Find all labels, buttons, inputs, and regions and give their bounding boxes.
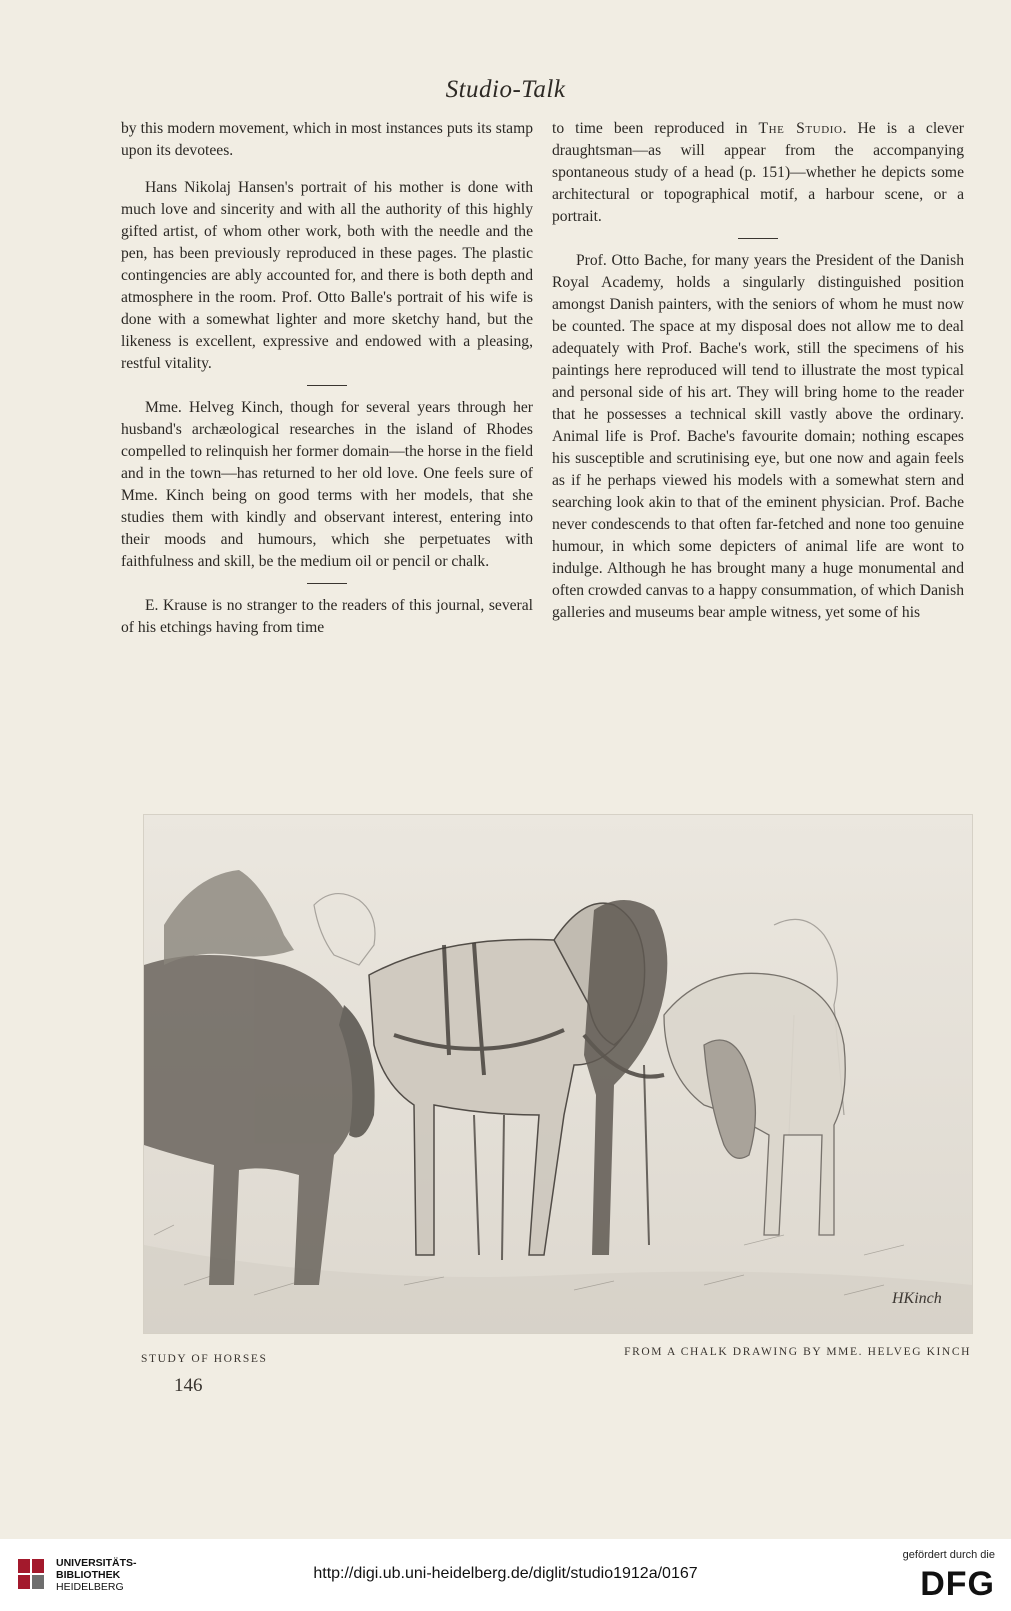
left-column bbox=[121, 118, 533, 639]
chalk-drawing bbox=[144, 815, 972, 1333]
magazine-title: The Studio bbox=[758, 120, 843, 137]
paragraph: Mme. Helveg Kinch, though for several years through her husband's archæological researches in the island of Rhodes compelled to relinquish her former domain—the horse in the field and in the town—has returned to her old love. One feels sure of Mme. Kinch being on good terms with her models, that she studies them with kindly and observant interest, entering into their moods and humours, which she perpetuates with faithfulness and skill, be the medium oil or pencil or chalk. bbox=[121, 399, 533, 570]
paragraph: Hans Nikolaj Hansen's portrait of his mother is done with much love and sincerity and with all the authority of this highly gifted artist, of whom other work, both with the needle and the pen, has been previously reproduced in these pages. The plastic contingencies are ably accounted for, and there is both depth and atmosphere in the room. Prof. Otto Balle's portrait of his wife is done with a somewhat lighter and more sketchy hand, but the likeness is excellent, expressive and endowed with a pleasing, restful vitality. bbox=[121, 179, 533, 372]
library-name-line: BIBLIOTHEK bbox=[56, 1569, 121, 1581]
artist-signature: HKinch bbox=[892, 1290, 942, 1307]
section-divider bbox=[738, 238, 778, 239]
section-divider bbox=[307, 385, 347, 386]
digitization-footer bbox=[0, 1539, 1011, 1611]
dfg-logo: DFG bbox=[920, 1565, 995, 1603]
text-run: to time been reproduced in bbox=[552, 120, 748, 137]
page-number: 146 bbox=[174, 1375, 203, 1396]
library-name-line: HEIDELBERG bbox=[56, 1581, 124, 1593]
library-name-line: UNIVERSITÄTS- bbox=[56, 1557, 137, 1569]
text-run: . He is a clever draughtsman—as will appear from the accompanying spontaneous study of a head (p. 151)—whether he depicts some architectural or topographical motif, a harbour scene, or a portrait. bbox=[552, 120, 964, 225]
paragraph: Prof. Otto Bache, for many years the President of the Danish Royal Academy, holds a singularly distinguished position amongst Danish painters, with the seniors of whom he must now be counted. The space at my disposal does not allow me to deal adequately with Prof. Bache's work, still the specimens of his paintings here reproduced will tend to illustrate the most typical and personal side of his art. They will bring home to the reader that he possesses a technical skill vastly above the ordinary. Animal life is Prof. Bache's favourite domain; nothing escapes his susceptible and scrutinising eye, but one now and again feels as if he perhaps viewed his models with a somewhat stern and searching look akin to that of the eminent physician. Prof. Bache never condescends to that often far-fetched and none too genuine humour, in which some depicters of animal life are wont to indulge. Although he has brought many a huge monumental and often crowded canvas to a happy consummation, of which Danish galleries and museums bear ample witness, yet some of his bbox=[552, 252, 964, 621]
permalink-url[interactable]: http://digi.ub.uni-heidelberg.de/diglit/studio1912a/0167 bbox=[313, 1565, 698, 1582]
horse-sketch-illustration bbox=[143, 814, 973, 1334]
running-header: Studio-Talk bbox=[445, 76, 566, 103]
figure-caption-title: STUDY OF HORSES bbox=[141, 1353, 268, 1365]
section-divider bbox=[307, 583, 347, 584]
paragraph bbox=[552, 118, 964, 228]
funding-note: gefördert durch die bbox=[902, 1549, 995, 1561]
figure-caption-credit: FROM A CHALK DRAWING BY MME. HELVEG KINCH bbox=[624, 1346, 971, 1358]
paragraph: by this modern movement, which in most instances puts its stamp upon its devotees. bbox=[121, 120, 533, 159]
right-column bbox=[552, 118, 964, 624]
paragraph: E. Krause is no stranger to the readers of this journal, several of his etchings having from time bbox=[121, 597, 533, 636]
